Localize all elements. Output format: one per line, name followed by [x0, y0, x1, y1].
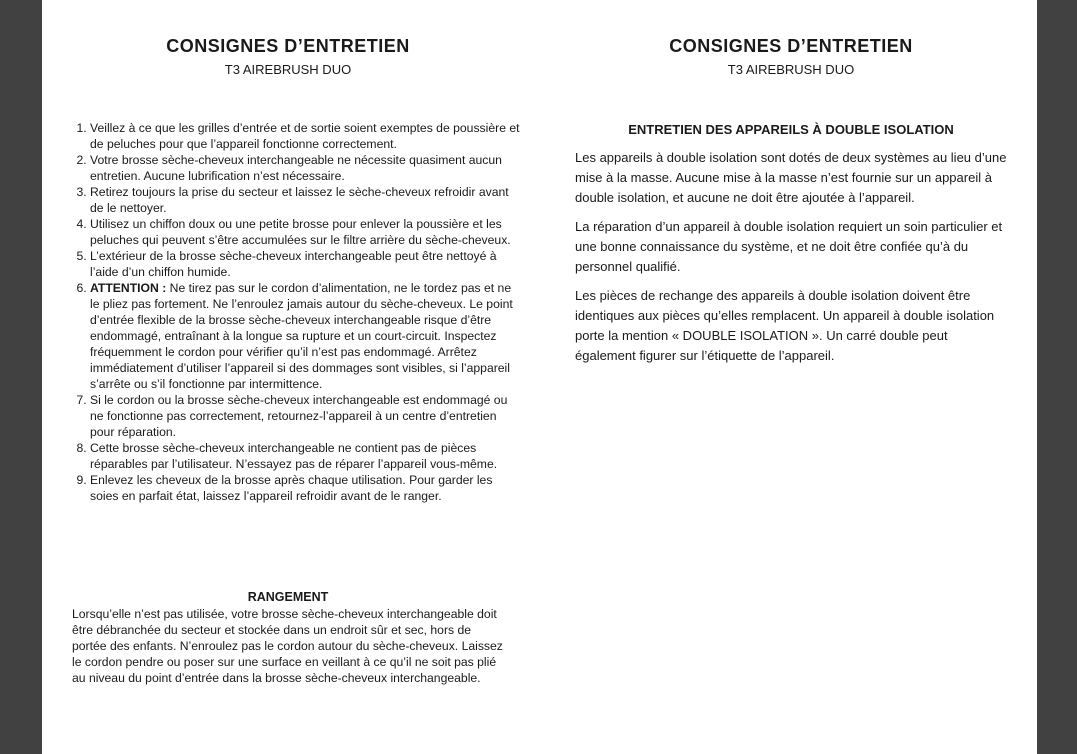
double-isolation-body — [575, 148, 1007, 375]
double-isolation-paragraph: Les pièces de rechange des appareils à double isolation doivent être identiques aux pièces qu’elles remplacent. Un appareil à double isolation porte la mention « DOUBLE ISOLATION ». Un carré double peut également figurer sur l’étiquette de l’appareil. — [575, 288, 995, 363]
instruction-item: 3. Retirez toujours la prise du secteur et laissez le sèche-cheveux refroidir avant de le nettoyer. — [90, 184, 520, 216]
rangement-heading: RANGEMENT — [247, 590, 329, 604]
instruction-item-attention — [90, 280, 520, 392]
instruction-item: 7. Si le cordon ou la brosse sèche-cheveux interchangeable est endommagé ou ne fonctionne pas correctement, retournez-l’appareil à un centre d’entretien pour réparation. — [90, 392, 520, 440]
instruction-item: 1. Veillez à ce que les grilles d’entrée et de sortie soient exemptes de poussière et de peluches pour que l’appareil fonctionne correctement. — [90, 120, 520, 152]
instruction-item: 4. Utilisez un chiffon doux ou une petite brosse pour enlever la poussière et les peluches qui peuvent s’être accumulées sur le filtre arrière du sèche-cheveux. — [90, 216, 520, 248]
left-page-title: CONSIGNES D’ENTRETIEN — [166, 36, 410, 56]
attention-text: Ne tirez pas sur le cordon d’alimentation, ne le tordez pas et ne le pliez pas fortement. Ne l’enroulez jamais autour du sèche-cheveux. Le point d’entrée flexible de la brosse sèche-cheveux interchangeable risque d’être endommagé, entraînant à la longue sa rupture et un court-circuit. Inspectez fréquemment le cordon pour vérifier qu’il n’est pas endommagé. Arrêtez immédiatement d’utiliser l’appareil si des dommages sont visibles, si l’appareil s’arrête ou s’il fonctionne par intermittence. — [90, 281, 513, 391]
instruction-item: 9. Enlevez les cheveux de la brosse après chaque utilisation. Pour garder les soies en parfait état, laissez l’appareil refroidir avant de le ranger. — [90, 472, 520, 504]
rangement-text: Lorsqu’elle n’est pas utilisée, votre brosse sèche-cheveux interchangeable doit être débranchée du secteur et stockée dans un endroit sûr et sec, hors de portée des enfants. N’enroulez pas le cordon autour du sèche-cheveux. Laissez le cordon pendre ou poser sur une surface en veillant à ce qu’il ne soit pas plié au niveau du point d’entrée dans la brosse sèche-cheveux interchangeable. — [72, 607, 503, 685]
right-page-title: CONSIGNES D’ENTRETIEN — [669, 36, 913, 56]
left-page-subtitle: T3 AIREBRUSH DUO — [224, 62, 352, 77]
double-isolation-paragraph: La réparation d’un appareil à double isolation requiert un soin particulier et une bonne connaissance du système, et ne doit être confiée qu’à du personnel qualifié. — [575, 219, 1003, 274]
attention-label: ATTENTION : — [90, 281, 167, 295]
care-instructions-list — [72, 120, 520, 504]
instruction-item: 2. Votre brosse sèche-cheveux interchangeable ne nécessite quasiment aucun entretien. Aucune lubrification n’est nécessaire. — [90, 152, 520, 184]
right-page-subtitle: T3 AIREBRUSH DUO — [727, 62, 855, 77]
double-isolation-paragraph: Les appareils à double isolation sont dotés de deux systèmes au lieu d’une mise à la masse. Aucune mise à la masse n’est fournie sur un appareil à double isolation, et aucune ne doit être ajoutée à l’appareil. — [575, 150, 1007, 205]
instruction-item: 5. L’extérieur de la brosse sèche-cheveux interchangeable peut être nettoyé à l’aide d’un chiffon humide. — [90, 248, 520, 280]
document-page — [42, 0, 1037, 754]
instruction-item: 8. Cette brosse sèche-cheveux interchangeable ne contient pas de pièces réparables par l’utilisateur. N’essayez pas de réparer l’appareil vous-même. — [90, 440, 520, 472]
double-isolation-heading: ENTRETIEN DES APPAREILS À DOUBLE ISOLATION — [628, 122, 954, 137]
